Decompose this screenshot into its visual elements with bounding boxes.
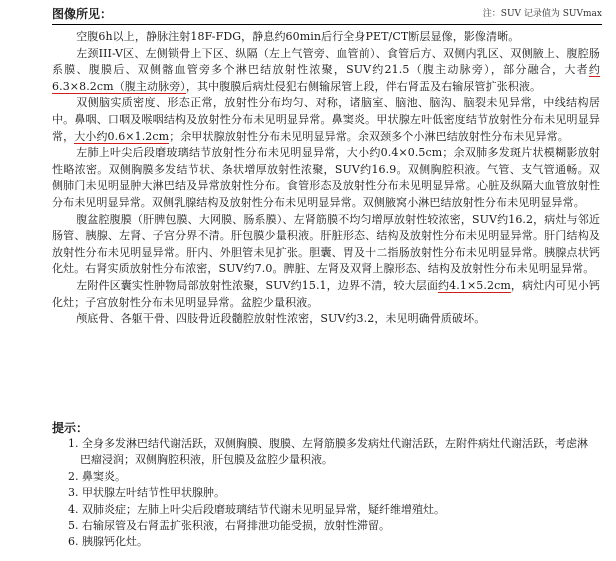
impression-item: 6. 胰腺钙化灶。 xyxy=(68,535,148,549)
findings-paragraph-pelvis xyxy=(52,278,600,311)
findings-paragraph-lymph-nodes xyxy=(52,46,600,96)
impression-item: 1. 全身多发淋巴结代谢活跃，双侧胸膜、腹膜、左肾筋膜多发病灶代谢活跃，左附件病灶代谢活跃，考虑淋巴瘤浸润；双侧胸腔积液，肝包膜及盆腔少量积液。 xyxy=(68,437,588,467)
findings-title: 图像所见： xyxy=(52,7,113,21)
impression-title: 提示： xyxy=(52,421,89,435)
findings-paragraph-protocol: 空腹6h以上，静脉注射18F-FDG，静息约60min后行全身PET/CT断层显像，影像清晰。 xyxy=(76,30,520,43)
paragraph-text: ，病灶内可见小钙化灶；子宫放射性分布未见明显异常。盆腔少量积液。 xyxy=(52,278,600,309)
findings-paragraph-bones: 颅底骨、各躯干骨、四肢骨近段髓腔放射性浓密，SUV约3.2，未见明确骨质破坏。 xyxy=(76,312,486,326)
impression-item: 5. 右输尿管及右肾盂扩张积液，右肾排泄功能受损，放射性滞留。 xyxy=(68,519,390,533)
highlighted-measurement: 大小约0.6×1.2cm xyxy=(74,129,170,143)
suv-note: 注：SUV 记录值为 SUVmax xyxy=(482,9,602,19)
findings-paragraph-head-neck xyxy=(52,95,600,145)
paragraph-text: 左颈III-V区、左侧锁骨上下区、纵隔（左上气管旁、血管前）、食管后方、双侧内乳区、双侧腋上、腹腔肠系膜、腹膜后、双侧髂血管旁多个淋巴结放射性浓聚，SUV约21.5（腹主动脉旁），部分融合，大者 xyxy=(52,46,600,77)
paragraph-text: ；余甲状腺放射性分布未见明显异常。余双颈多个小淋巴结放射性分布未见异常。 xyxy=(169,129,569,143)
paragraph-text: 双侧脑实质密度、形态正常，放射性分布均匀、对称，诸脑室、脑池、脑沟、脑裂未见异常，中线结构居中。鼻咽、口咽及喉咽结构及放射性分布未见明显异常。鼻窦炎。甲状腺左叶低密度结节放射性分布未见明显异常， xyxy=(52,96,600,143)
paragraph-text: 左附件区囊实性肿物局部放射性浓聚，SUV约15.1，边界不清，较大层面 xyxy=(76,278,439,292)
findings-paragraph-abdomen: 腹盆腔腹膜（肝脾包膜、大网膜、肠系膜）、左肾筋膜不均匀增厚放射性较浓密，SUV约16.2，病灶与邻近肠管、胰腺、左肾、子宫分界不清。肝包膜少量积液。肝脏形态、结构及放射性分布未见明显异常。肝门结构及放射性分布未见明显异常。肝内、外胆管未见扩张。胆囊、胃及十二指肠放射性分布未见明显异常。胰腺点状钙化灶。右肾实质放射性分布浓密，SUV约7.0。脾脏、左肾及双肾上腺形态、结构及放射性分布未见明显异常。 xyxy=(52,212,600,276)
highlighted-measurement: 约6.3×8.2cm（腹主动脉旁） xyxy=(52,63,600,93)
paragraph-text: ，其中腹膜后病灶侵犯右侧输尿管上段，伴右肾盂及右输尿管扩张积液。 xyxy=(185,79,542,93)
findings-section xyxy=(52,29,600,328)
header-divider xyxy=(52,24,602,25)
impression-item: 4. 双肺炎症；左肺上叶尖后段磨玻璃结节代谢未见明显异常，疑纤维增殖灶。 xyxy=(68,502,445,516)
impression-list xyxy=(68,436,598,551)
report-header xyxy=(52,6,602,24)
impression-item: 3. 甲状腺左叶结节性甲状腺肿。 xyxy=(68,486,225,500)
highlighted-measurement: 约4.1×5.2cm xyxy=(438,278,511,292)
impression-item: 2. 鼻窦炎。 xyxy=(68,469,126,483)
findings-paragraph-chest: 左肺上叶尖后段磨玻璃结节放射性分布未见明显异常，大小约0.4×0.5cm；余双肺多发斑片状模糊影放射性略浓密。双侧胸膜多发结节状、条状增厚放射性浓聚，SUV约16.9。双侧胸腔积液。气管、支气管通畅。双侧肺门未见明显肿大淋巴结及异常放射性分布。食管形态及放射性分布未见明显异常。心脏及纵隔大血管放射性分布未见明显异常。双侧乳腺结构及放射性分布未见明显异常。双侧腋窝小淋巴结放射性分布未见明显异常。 xyxy=(52,146,600,209)
